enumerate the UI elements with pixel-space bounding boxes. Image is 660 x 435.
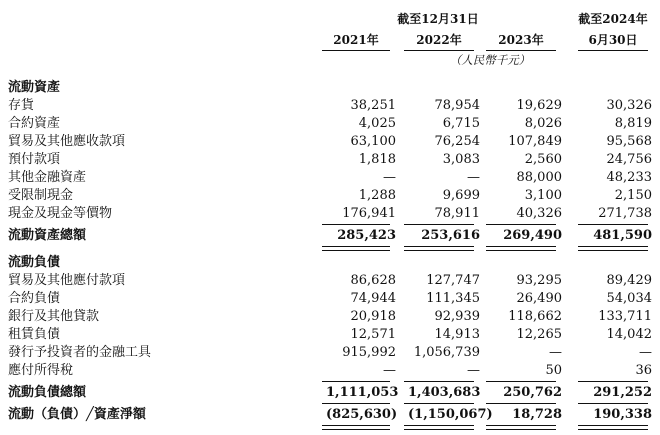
value-jun2024: 24,756 [606, 152, 652, 167]
value-2023: 18,728 [512, 407, 562, 422]
value-jun2024: 481,590 [593, 228, 652, 243]
subtotal-rule [578, 381, 648, 382]
table-row [8, 362, 658, 379]
value-2021: 38,251 [350, 98, 396, 113]
value-jun2024: 291,252 [593, 385, 652, 400]
value-2022: 78,911 [434, 206, 480, 221]
table-row [8, 115, 658, 132]
value-2022: 253,616 [421, 228, 480, 243]
value-2021: — [383, 170, 396, 185]
table-row [8, 344, 658, 361]
col-header-jun2024: 6月30日 [578, 31, 648, 51]
total-current-liabilities-row [8, 384, 658, 401]
current-assets-heading: 流動資產 [8, 80, 61, 95]
total-double-rule [322, 246, 390, 251]
value-jun2024: 2,150 [614, 188, 652, 203]
row-label: 流動資產總額 [8, 228, 87, 243]
row-label: 貿易及其他應收款項 [8, 134, 126, 149]
subtotal-rule [322, 403, 390, 404]
value-2023: 3,100 [524, 188, 562, 203]
value-2023: 40,326 [516, 206, 562, 221]
table-row [8, 308, 658, 325]
subtotal-rule [578, 403, 648, 404]
value-jun2024: 190,338 [593, 407, 652, 422]
value-2021: 63,100 [350, 134, 396, 149]
value-jun2024: 14,042 [606, 327, 652, 342]
table-row [8, 272, 658, 289]
value-2021: 176,941 [342, 206, 396, 221]
value-2023: 50 [545, 363, 562, 378]
interim-group-header: 截至2024年 [578, 12, 648, 26]
table-row [8, 133, 658, 150]
period-group-header: 截至12月31日 [397, 12, 479, 26]
total-double-rule [404, 246, 474, 251]
table-row [8, 169, 658, 186]
total-double-rule [322, 425, 390, 430]
total-double-rule [486, 425, 556, 430]
value-2022: 111,345 [426, 291, 480, 306]
value-2023: 118,662 [508, 309, 562, 324]
value-2023: 19,629 [516, 98, 562, 113]
total-double-rule [578, 425, 648, 430]
subtotal-rule [404, 224, 474, 225]
table-row [8, 187, 658, 204]
col-header-2021: 2021年 [322, 31, 390, 51]
value-jun2024: 271,738 [598, 206, 652, 221]
value-jun2024: — [639, 345, 652, 360]
row-label: 受限制現金 [8, 188, 74, 203]
subtotal-rule [486, 381, 556, 382]
value-2022: — [467, 170, 480, 185]
value-2022: 76,254 [434, 134, 480, 149]
value-2022: 1,056,739 [413, 345, 480, 360]
table-row [8, 205, 658, 222]
row-label: 存貨 [8, 98, 35, 113]
row-label: 流動負債總額 [8, 385, 87, 400]
value-2021: 12,571 [350, 327, 396, 342]
value-jun2024: 36 [635, 363, 652, 378]
net-current-position-row [8, 406, 658, 423]
col-header-2023: 2023年 [486, 31, 556, 51]
table-row [8, 290, 658, 307]
unit-note: （人民幣千元） [449, 53, 531, 67]
subtotal-rule [486, 403, 556, 404]
value-2022: 14,913 [434, 327, 480, 342]
table-row [8, 326, 658, 343]
value-jun2024: 133,711 [598, 309, 652, 324]
table-row [8, 151, 658, 168]
current-liabilities-heading: 流動負債 [8, 255, 61, 270]
row-label: 合約資產 [8, 116, 61, 131]
value-2022: (1,150,067) [408, 407, 493, 422]
col-header-2022: 2022年 [404, 31, 474, 51]
value-2023: 107,849 [508, 134, 562, 149]
subtotal-rule [322, 381, 390, 382]
subtotal-rule [322, 224, 390, 225]
row-label: 合約負債 [8, 291, 61, 306]
value-2022: 78,954 [434, 98, 480, 113]
value-2021: 285,423 [337, 228, 396, 243]
value-jun2024: 30,326 [606, 98, 652, 113]
value-2023: 8,026 [524, 116, 562, 131]
total-double-rule [578, 246, 648, 251]
row-label: 租賃負債 [8, 327, 61, 342]
value-2023: 250,762 [503, 385, 562, 400]
row-label: 應付所得稅 [8, 363, 74, 378]
value-2022: — [467, 363, 480, 378]
value-jun2024: 48,233 [606, 170, 652, 185]
value-jun2024: 95,568 [606, 134, 652, 149]
value-2023: 12,265 [516, 327, 562, 342]
value-jun2024: 54,034 [606, 291, 652, 306]
value-2021: 74,944 [350, 291, 396, 306]
value-2021: 915,992 [342, 345, 396, 360]
row-label: 貿易及其他應付款項 [8, 273, 126, 288]
total-double-rule [486, 246, 556, 251]
value-2023: 26,490 [516, 291, 562, 306]
value-2022: 1,403,683 [408, 385, 481, 400]
total-double-rule [404, 425, 474, 430]
value-2023: — [549, 345, 562, 360]
value-2021: 1,111,053 [326, 385, 399, 400]
value-2023: 88,000 [516, 170, 562, 185]
value-2023: 2,560 [524, 152, 562, 167]
row-label: 其他金融資產 [8, 170, 87, 185]
row-label: 流動（負債）╱資產淨額 [8, 407, 146, 422]
row-label: 現金及現金等價物 [8, 206, 113, 221]
value-2022: 9,699 [442, 188, 480, 203]
table-row [8, 97, 658, 114]
value-2021: — [383, 363, 396, 378]
value-2022: 127,747 [426, 273, 480, 288]
value-2023: 93,295 [516, 273, 562, 288]
value-jun2024: 8,819 [614, 116, 652, 131]
row-label: 預付款項 [8, 152, 61, 167]
row-label: 發行予投資者的金融工具 [8, 345, 152, 360]
value-2022: 3,083 [442, 152, 480, 167]
value-2022: 6,715 [442, 116, 480, 131]
subtotal-rule [578, 224, 648, 225]
subtotal-rule [486, 224, 556, 225]
value-2021: (825,630) [326, 407, 398, 422]
value-2021: 20,918 [350, 309, 396, 324]
row-label: 銀行及其他貸款 [8, 309, 100, 324]
value-2022: 92,939 [434, 309, 480, 324]
subtotal-rule [404, 381, 474, 382]
value-2021: 1,818 [358, 152, 396, 167]
total-current-assets-row [8, 227, 658, 244]
subtotal-rule [404, 403, 474, 404]
value-2021: 86,628 [350, 273, 396, 288]
value-2023: 269,490 [503, 228, 562, 243]
value-2021: 4,025 [358, 116, 396, 131]
value-jun2024: 89,429 [606, 273, 652, 288]
value-2021: 1,288 [358, 188, 396, 203]
